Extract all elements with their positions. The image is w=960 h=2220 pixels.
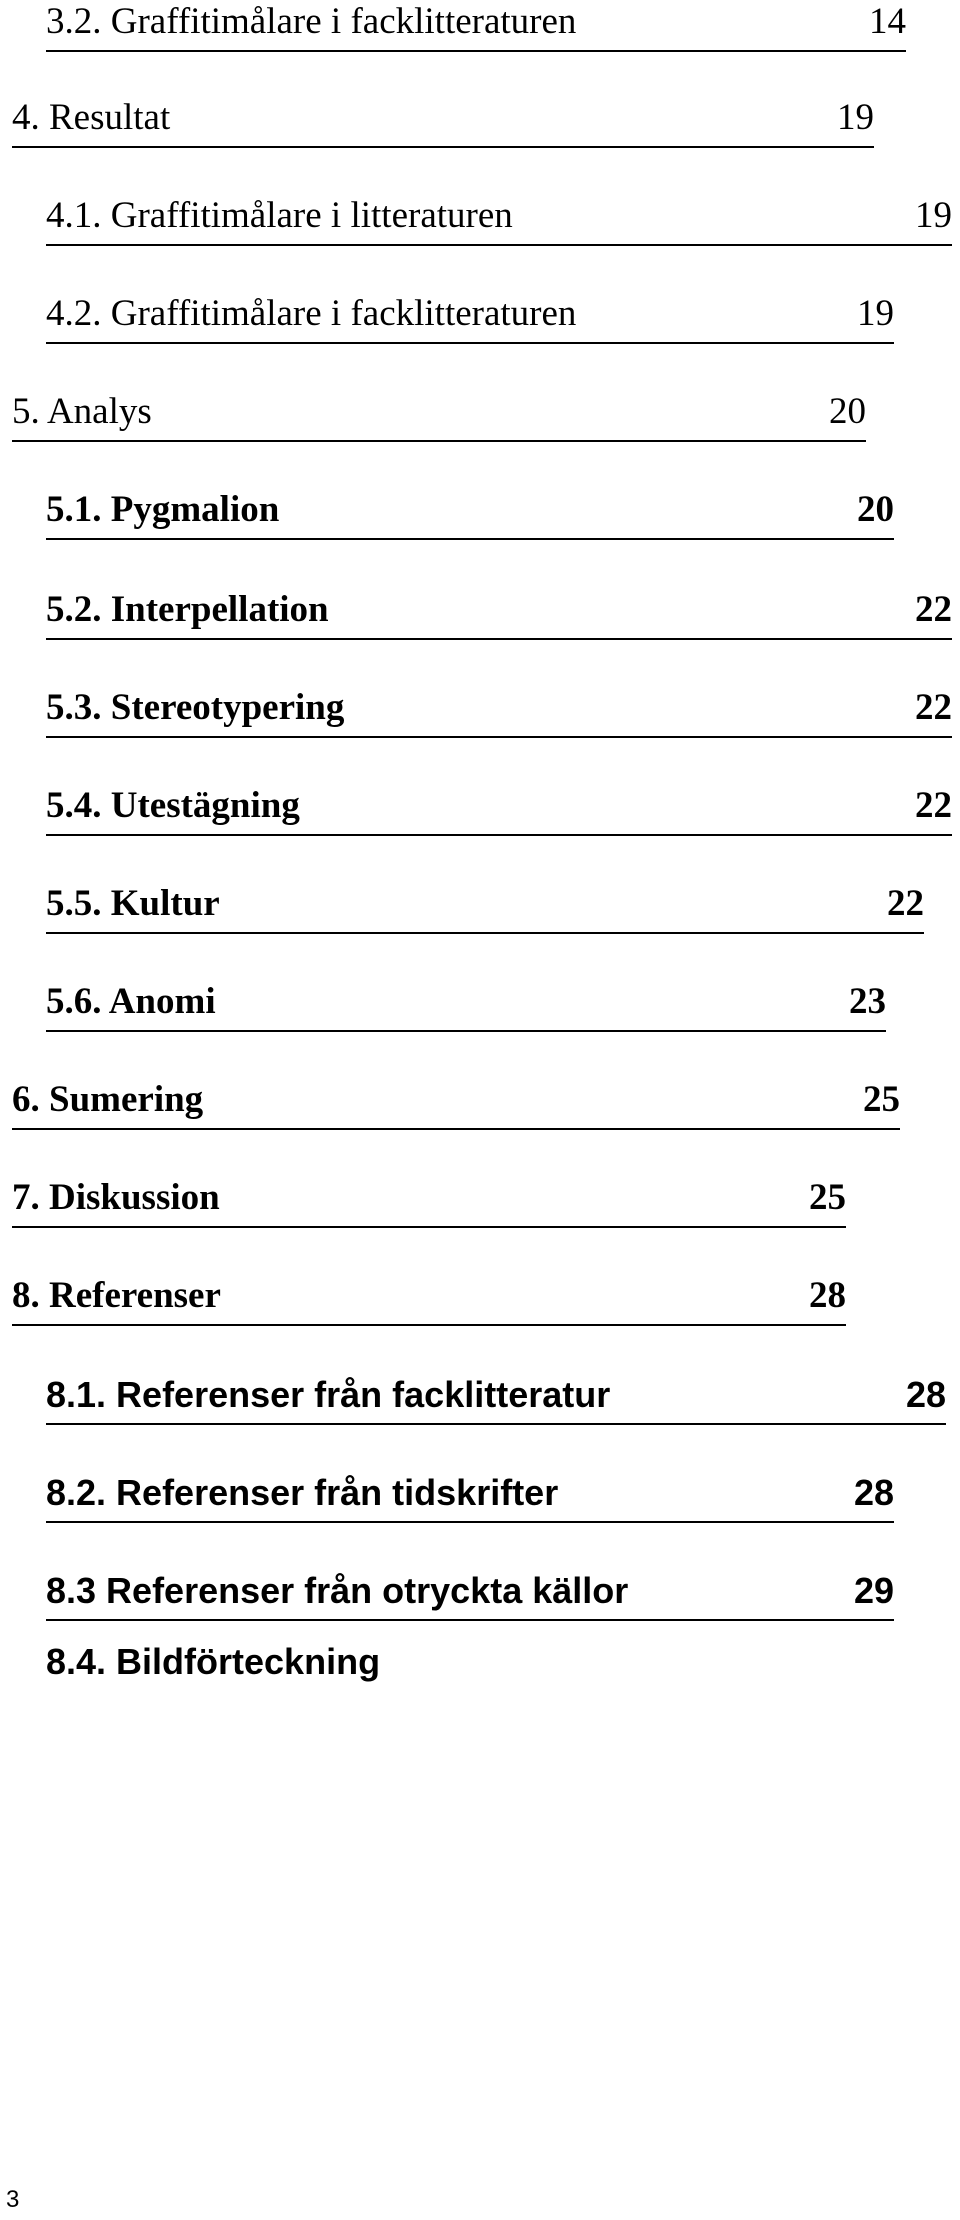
toc-entry bbox=[46, 980, 886, 1032]
toc-entry bbox=[12, 390, 866, 442]
toc-entry-page: 29 bbox=[853, 1570, 894, 1611]
toc-entry bbox=[12, 1274, 846, 1326]
toc-entry bbox=[46, 0, 906, 52]
toc-entry-title: 5.5. Kultur bbox=[46, 883, 220, 924]
toc-entry-page: 28 bbox=[809, 1275, 846, 1316]
toc-entry-title: 8. Referenser bbox=[12, 1275, 221, 1316]
toc-entry-title: 5.4. Utestägning bbox=[46, 785, 300, 826]
toc-entry bbox=[12, 1176, 846, 1228]
toc-entry-title: 4.2. Graffitimålare i facklitteraturen bbox=[46, 293, 577, 334]
toc-entry bbox=[46, 1373, 946, 1425]
toc-entry-page: 14 bbox=[869, 1, 906, 42]
toc-entry-title: 5.3. Stereotypering bbox=[46, 687, 345, 728]
toc-entry bbox=[46, 292, 894, 344]
toc-entry-title: 8.2. Referenser från tidskrifter bbox=[46, 1472, 559, 1513]
toc-entry-page: 22 bbox=[915, 589, 952, 630]
toc-entry-title: 5.1. Pygmalion bbox=[46, 489, 280, 530]
toc-entry-page: 28 bbox=[905, 1374, 946, 1415]
toc-entry-page: 22 bbox=[915, 687, 952, 728]
toc-entry bbox=[12, 1078, 900, 1130]
toc-entry bbox=[46, 784, 952, 836]
toc-entry bbox=[12, 96, 874, 148]
toc-entry-page: 19 bbox=[915, 195, 952, 236]
toc-entry bbox=[46, 1569, 894, 1621]
toc-entry-page: 20 bbox=[829, 391, 866, 432]
toc-entry-title: 3.2. Graffitimålare i facklitteraturen bbox=[46, 1, 577, 42]
toc-entry-title: 5.2. Interpellation bbox=[46, 589, 329, 630]
toc-entry-title: 8.1. Referenser från facklitteratur bbox=[46, 1374, 611, 1415]
toc-entry-page: 19 bbox=[857, 293, 894, 334]
page-number: 3 bbox=[6, 2186, 20, 2213]
toc-entry-title: 5.6. Anomi bbox=[46, 981, 216, 1022]
toc-entry-page: 23 bbox=[849, 981, 886, 1022]
toc-entry bbox=[46, 1640, 646, 1690]
toc-entry-page: 28 bbox=[853, 1472, 894, 1513]
toc-entry-page: 22 bbox=[887, 883, 924, 924]
toc-entry-title: 5. Analys bbox=[12, 391, 152, 432]
toc-entry bbox=[46, 588, 952, 640]
toc-entry-page: 25 bbox=[809, 1177, 846, 1218]
toc-entry bbox=[46, 1471, 894, 1523]
toc-entry-page: 20 bbox=[857, 489, 894, 530]
toc-entry-page: 22 bbox=[915, 785, 952, 826]
toc-entry-title: 7. Diskussion bbox=[12, 1177, 220, 1218]
toc-entry bbox=[46, 488, 894, 540]
toc-entry-page: 25 bbox=[863, 1079, 900, 1120]
toc-entry-title: 8.4. Bildförteckning bbox=[46, 1641, 381, 1682]
toc-entry bbox=[46, 882, 924, 934]
toc-entry-page: 19 bbox=[837, 97, 874, 138]
toc-entry-title: 4. Resultat bbox=[12, 97, 171, 138]
toc-entry bbox=[46, 686, 952, 738]
toc-entry bbox=[46, 194, 952, 246]
toc-entry-title: 4.1. Graffitimålare i litteraturen bbox=[46, 195, 513, 236]
toc-entry-title: 8.3 Referenser från otryckta källor bbox=[46, 1570, 629, 1611]
toc-entry-title: 6. Sumering bbox=[12, 1079, 204, 1120]
